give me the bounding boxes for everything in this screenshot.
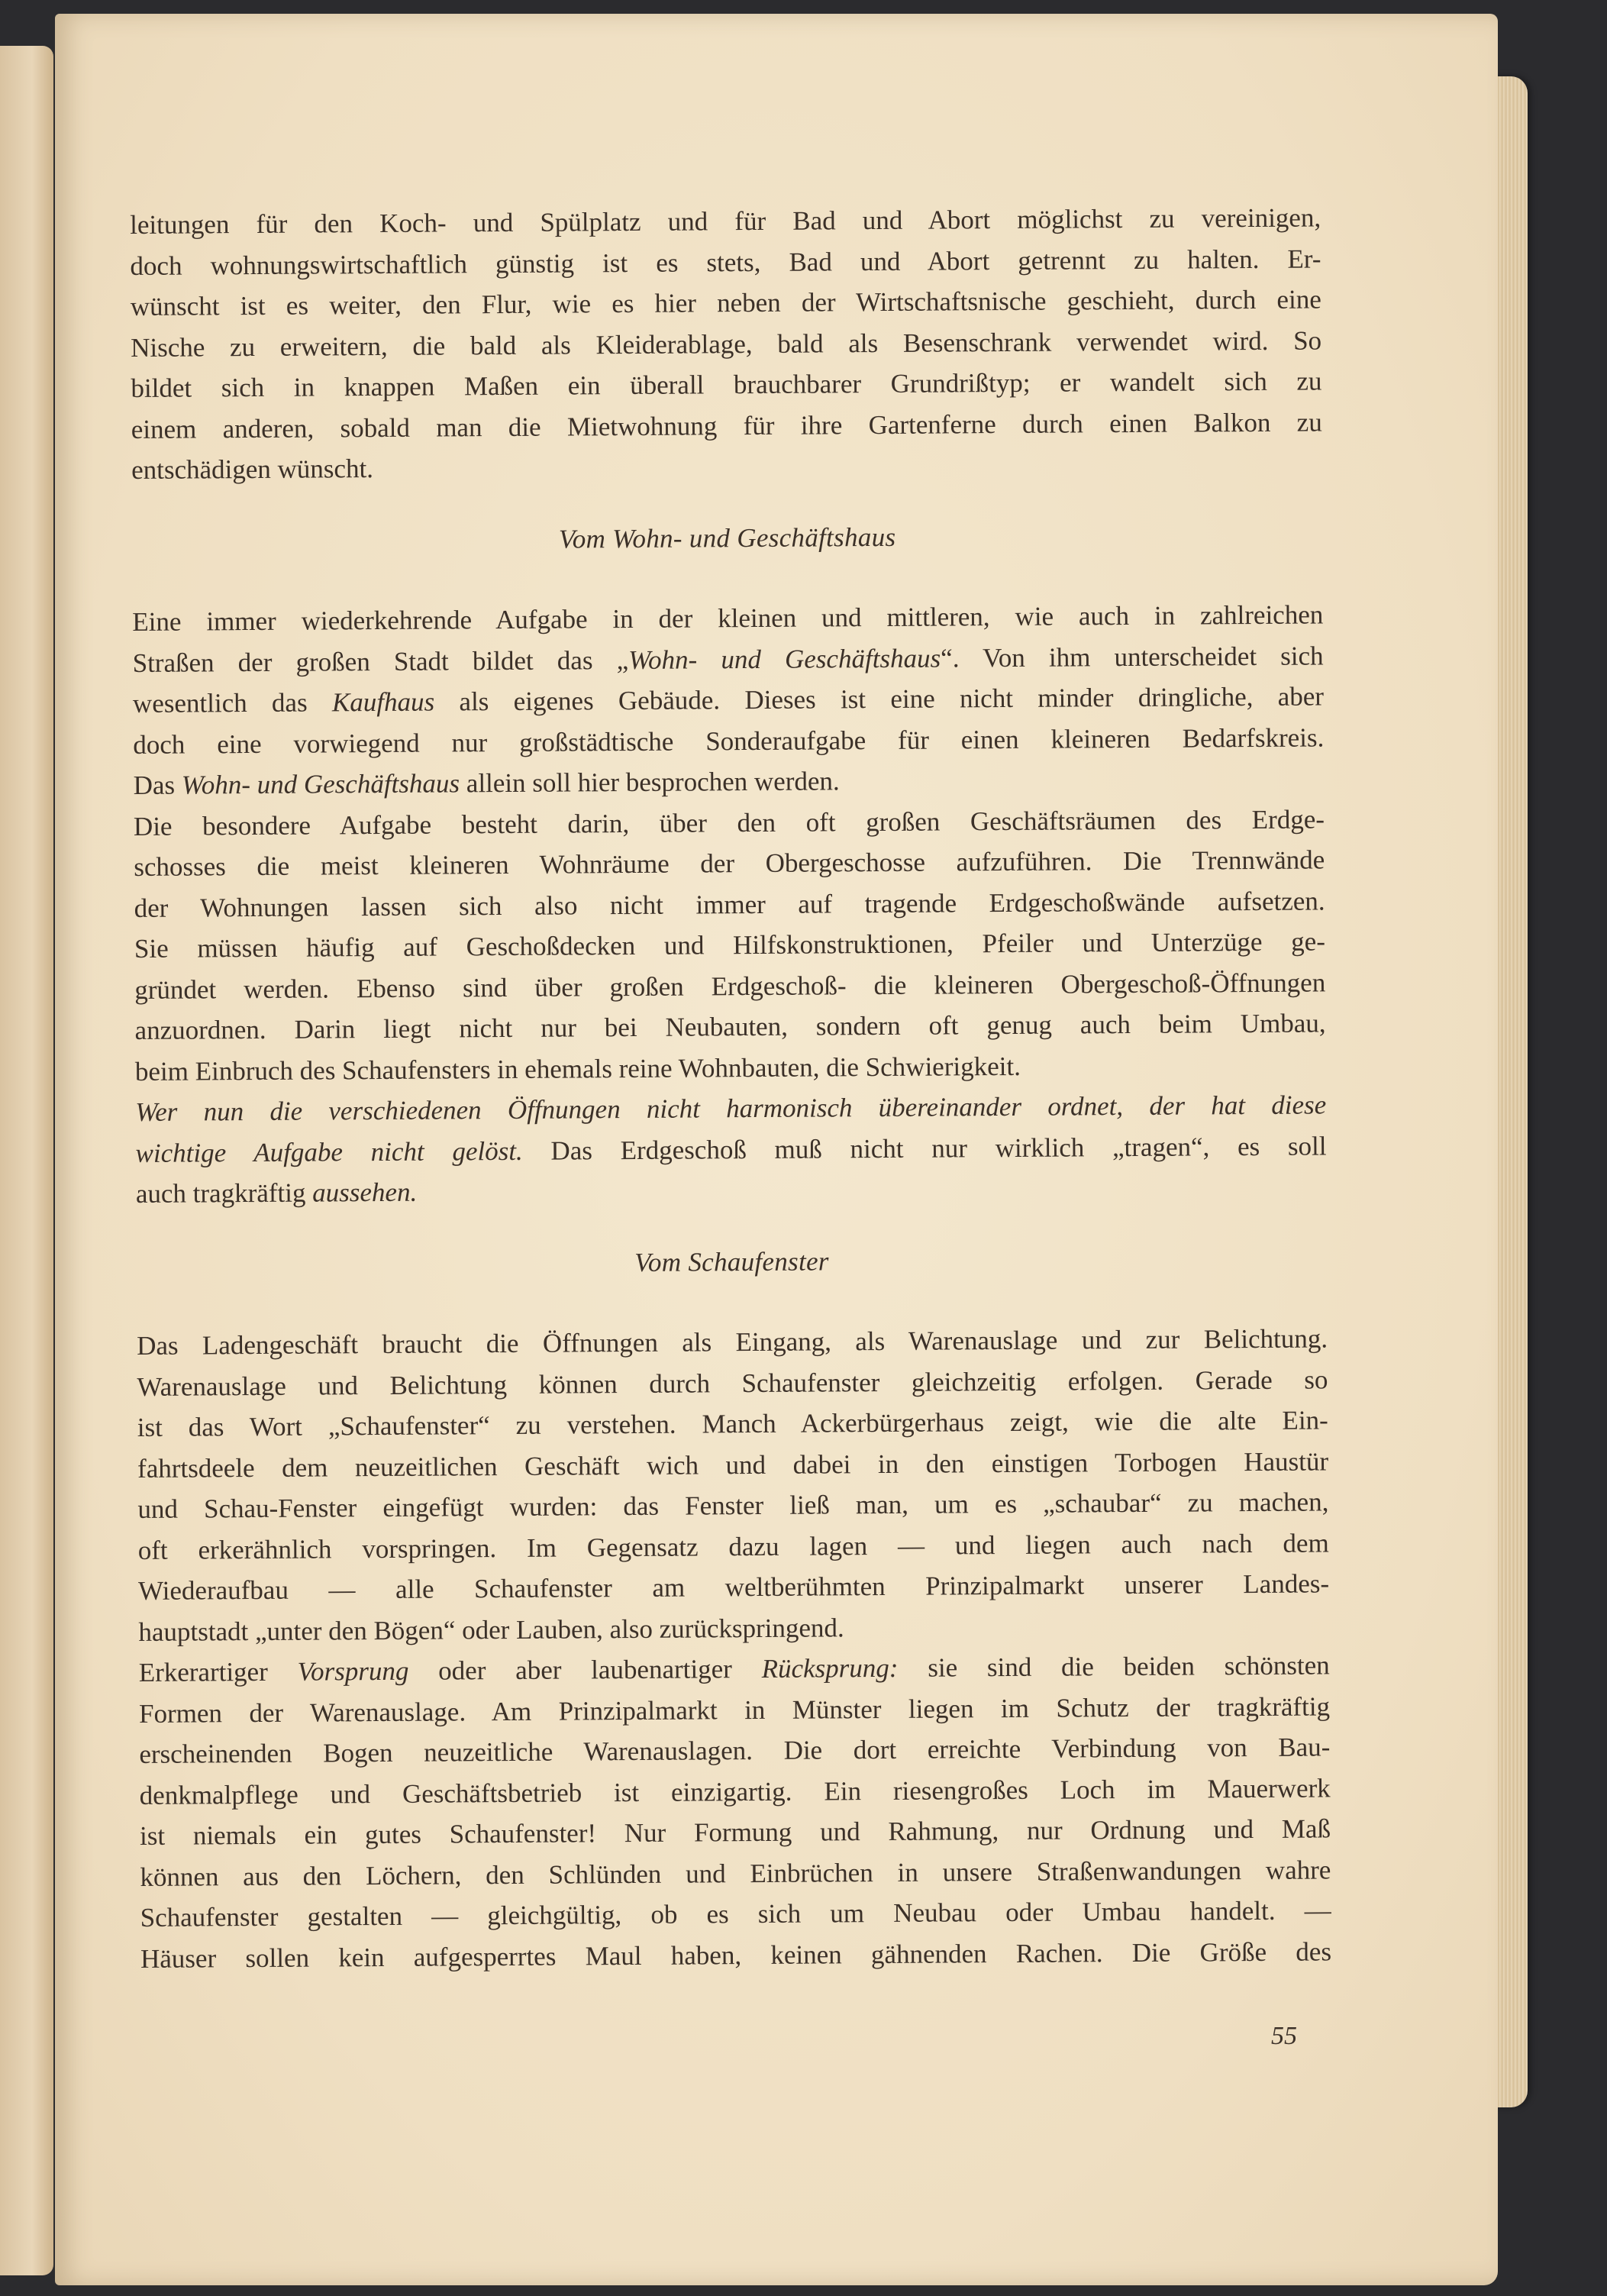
paragraph-4 xyxy=(135,1084,1327,1214)
text-line: können aus den Löchern, den Schlünden und Einbrüchen in unsere Straßenwandungen wahre xyxy=(140,1854,1331,1892)
page-text xyxy=(130,197,1331,1978)
text-line: leitungen für den Koch- und Spülplatz und für Bad und Abort möglichst zu vereinigen, xyxy=(130,202,1321,240)
section-heading-wohn-geschaeftshaus: Vom Wohn- und Geschäftshaus xyxy=(558,522,896,554)
text-line: Die besondere Aufgabe besteht darin, über den oft großen Geschäftsräumen des Erdge- xyxy=(133,803,1325,841)
text-line xyxy=(133,757,1324,806)
text-run: Das Erdgeschoß muß nicht nur wirklich „tragen“, es soll xyxy=(522,1130,1327,1166)
text-line: ist niemals ein gutes Schaufenster! Nur Formung und Rahmung, nur Ordnung und Maß xyxy=(139,1813,1331,1851)
emphasis: Kaufhaus xyxy=(331,686,435,718)
text-run: allein soll hier besprochen werden. xyxy=(459,766,840,799)
text-line: und Schau-Fenster eingefügt wurden: das Fenster ließ man, um es „schaubar“ zu machen, xyxy=(137,1487,1329,1524)
paragraph-6 xyxy=(139,1645,1332,1979)
text-line xyxy=(133,635,1324,683)
text-line: wünscht ist es weiter, den Flur, wie es hier neben der Wirtschaftsnische geschieht, durch eine xyxy=(130,284,1321,321)
text-line: gründet werden. Ebenso sind über großen Erdgeschoß- die kleineren Obergeschoß-Öffnungen xyxy=(134,967,1326,1005)
text-line: der Wohnungen lassen sich also nicht immer auf tragende Erdgeschoßwände aufsetzen. xyxy=(134,885,1325,923)
text-line xyxy=(135,1125,1326,1174)
text-run: Erkerartiger xyxy=(138,1656,298,1687)
text-run: Das xyxy=(133,770,182,800)
text-line: entschädigen wünscht. xyxy=(131,454,374,485)
section-heading-schaufenster: Vom Schaufenster xyxy=(634,1245,829,1277)
left-page-edge xyxy=(0,46,53,2275)
text-line: oft erkerähnlich vorspringen. Im Gegensatz dazu lagen — und liegen auch nach dem xyxy=(137,1527,1329,1565)
text-line: erscheinenden Bogen neuzeitliche Warenauslagen. Die dort erreichte Verbindung von Bau- xyxy=(139,1732,1331,1769)
text-run: “. Von ihm unterscheidet sich xyxy=(941,640,1324,673)
text-run: sie sind die beiden schönsten xyxy=(898,1650,1330,1683)
text-line: Formen der Warenauslage. Am Prinzipalmarkt in Münster liegen im Schutz der tragkräftig xyxy=(138,1691,1331,1729)
text-line: Wiederaufbau — alle Schaufenster am weltberühmten Prinzipalmarkt unserer Landes- xyxy=(137,1568,1330,1606)
text-line: bildet sich in knappen Maßen ein überall brauchbarer Grundrißtyp; er wandelt sich zu xyxy=(131,366,1322,403)
text-line xyxy=(133,676,1324,724)
text-line: Häuser sollen kein aufgesperrtes Maul haben, keinen gähnenden Rachen. Die Größe des xyxy=(140,1936,1332,1974)
text-line: ist das Wort „Schaufenster“ zu verstehen. Manch Ackerbürgerhaus zeigt, wie die alte Ein- xyxy=(137,1405,1328,1442)
text-line: hauptstadt „unter den Bögen“ oder Lauben, also zurückspringend. xyxy=(138,1612,844,1647)
paragraph-1 xyxy=(130,197,1322,490)
text-line: Das Ladengeschäft braucht die Öffnungen als Eingang, als Warenauslage und zur Belichtung. xyxy=(137,1323,1328,1361)
paragraph-5 xyxy=(137,1318,1330,1652)
text-line: schosses die meist kleineren Wohnräume der Obergeschosse aufzuführen. Die Trennwände xyxy=(134,844,1325,882)
text-run: Straßen der großen Stadt bildet das „ xyxy=(132,644,629,678)
text-line: Warenauslage und Belichtung können durch Schaufenster gleichzeitig erfolgen. Gerade so xyxy=(137,1364,1328,1402)
text-line: doch eine vorwiegend nur großstädtische Sonderaufgabe für einen kleineren Bedarfskreis. xyxy=(133,722,1325,760)
text-line: einem anderen, sobald man die Mietwohnung für ihre Gartenferne durch einen Balkon zu xyxy=(131,406,1322,444)
text-line xyxy=(135,1084,1326,1132)
text-line: Eine immer wiederkehrende Aufgabe in der kleinen und mittleren, wie auch in zahlreichen xyxy=(132,599,1324,637)
text-line xyxy=(136,1166,1327,1214)
text-line xyxy=(139,1645,1330,1693)
emphasis: Vorsprung xyxy=(297,1655,409,1687)
text-line: Sie müssen häufig auf Geschoßdecken und Hilfskonstruktionen, Pfeiler und Unterzüge ge- xyxy=(134,926,1326,964)
text-run: wesentlich das xyxy=(132,687,333,719)
text-line: beim Einbruch des Schaufensters in ehemals reine Wohnbauten, die Schwierigkeit. xyxy=(134,1051,1021,1087)
text-line: fahrtsdeele dem neuzeitlichen Geschäft wich und dabei in den einstigen Torbogen Haustür xyxy=(137,1445,1329,1484)
emphasis: Wer nun die verschiedenen Öffnungen nicht harmonisch übereinander ordnet, der hat diese xyxy=(135,1090,1327,1127)
text-run: als eigenes Gebäude. Dieses ist eine nicht minder dringliche, aber xyxy=(434,681,1325,717)
text-line: doch wohnungswirtschaftlich günstig ist es stets, Bad und Abort getrennt zu halten. Er- xyxy=(130,243,1321,281)
page-number: 55 xyxy=(1271,2022,1297,2050)
text-run: oder aber laubenartiger xyxy=(408,1653,762,1686)
text-line: Schaufenster gestalten — gleichgültig, ob es sich um Neubau oder Umbau handelt. — xyxy=(140,1895,1331,1933)
text-line: denkmalpflege und Geschäftsbetrieb ist einzigartig. Ein riesengroßes Loch im Mauerwerk xyxy=(139,1772,1331,1810)
emphasis: Wohn- und Geschäftshaus xyxy=(181,768,460,800)
paragraph-3 xyxy=(134,799,1326,1092)
emphasis: Rücksprung: xyxy=(761,1652,899,1684)
text-run: auch tragkräftig xyxy=(135,1177,313,1209)
text-line: Nische zu erweitern, die bald als Kleiderablage, bald als Besenschrank verwendet wird. So xyxy=(131,325,1322,363)
paragraph-2 xyxy=(132,594,1325,806)
emphasis: wichtige Aufgabe nicht gelöst. xyxy=(135,1135,523,1168)
emphasis: aussehen. xyxy=(312,1177,418,1208)
text-line: anzuordnen. Darin liegt nicht nur bei Neubauten, sondern oft genug auch beim Umbau, xyxy=(134,1008,1326,1045)
emphasis: Wohn- und Geschäftshaus xyxy=(628,643,941,675)
